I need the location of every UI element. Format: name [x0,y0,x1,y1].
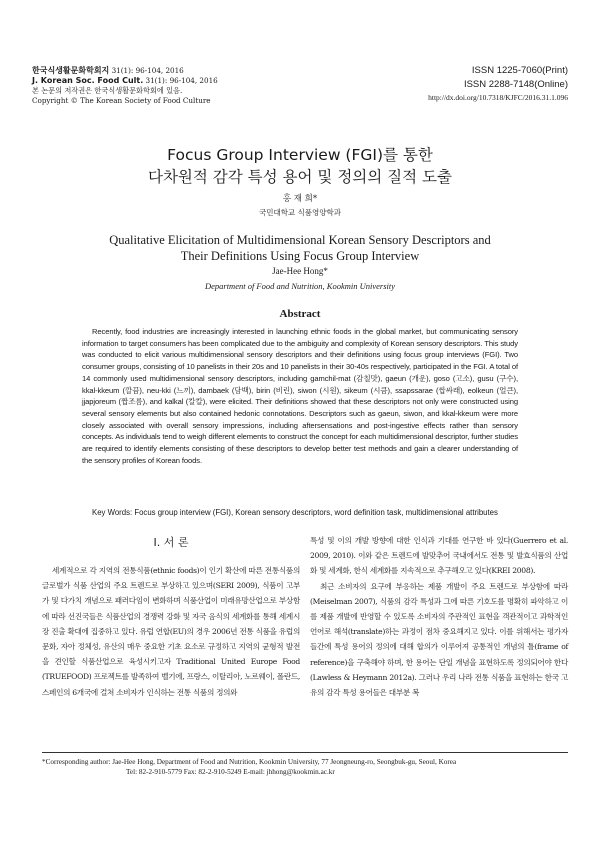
affiliation-english: Department of Food and Nutrition, Kookmin University [204,281,396,291]
author-korean: 홍 재 희* [282,194,318,204]
author-english: Jae-Hee Hong* [272,266,328,276]
footnote-line2: Tel: 82-2-910-5779 Fax: 82-2-910-5249 E-mail: jhhong@kookmin.ac.kr [126,768,335,776]
journal-cite-ko: 31(1): 96-104, 2016 [109,66,184,75]
title-ko-line1: Focus Group Interview (FGI)를 통한 [167,146,433,164]
footnote-divider [42,752,568,753]
corresponding-author-footnote [42,757,572,777]
copyright-ko: 본 논문의 저작권은 한국식생활문화학회에 있음. [32,86,183,95]
body-paragraph: 최근 소비자의 요구에 부응하는 제품 개발이 주요 트렌드로 부상함에 따라(Meiselman 2007), 식품의 감각 특성과 그에 따른 기호도를 명확히 파악하고 이를 제품 개발에 반영할 수 있도록 소비자의 주관적인 표현을 객관적이고 과학적인 언어로 해석(translate)하는 과정이 점차 중요해지고 있다. 이를 위해서는 평가자들간에 특성 용어의 정의에 대해 합의가 이루어져 공통적인 개념의 틀(frame of reference)을 구축해야 하며, 한 용어는 단일 개념을 표현하도록 정의되어야 한다(Lawless & Heymann 2012a). 그러나 우리 나라 전통 식품을 표현하는 한국 고유의 감각 특성 용어들은 대부분 복 [310,581,568,698]
footnote-line1: *Corresponding author: Jae-Hee Hong, Department of Food and Nutrition, Kookmin University, 77 Jeongneung-ro, Seongbuk-gu, Seoul, Korea [42,758,457,766]
title-en-line1: Qualitative Elicitation of Multidimensional Korean Sensory Descriptors and [109,233,491,247]
title-en-line2: Their Definitions Using Focus Group Interview [180,249,420,263]
issn-print: ISSN 1225-7060(Print) [471,65,568,76]
title-ko-line2: 다차원적 감각 특성 용어 및 정의의 질적 도출 [147,168,452,186]
copyright-en: Copyright © The Korean Society of Food Culture [32,96,211,105]
abstract-body: Recently, food industries are increasingly interested in launching ethnic foods in the global market, but communicating sensory information to target consumers has been complicated due to the ambiguity and complexity of Korean sensory descriptors. This study was conducted to elicit various multidimensional sensory descriptors and their definitions using focus group interviews (FGI). Two consumer groups, consisting of 10 panelists in their 20s and 10 panelists in their 30-40s respectively, participated in the FGI. A total of 14 commonly used multidimensional sensory descriptors, including gamchil-mat (감칠맛), gaeun (개운), goso (고소), gusu (구수), kkal-kkeum (깔끔), neu-kki (느끼), dambaek (담백), birin (비린), siwon (시원), sikeum (시큼), ssapssarae (쌉싸래), eolkeun (얼큰), jjapjoreum (짭조름), and kalkal (칼칼), were elicited. Their definitions showed that these descriptors not only were constructed using several sensory elements but also contained hedonic connotations. Descriptors such as gaeun, siwon, and kkal-kkeum were more closely associated with overall sensory impressions, including aftersensations and post-ingestive effects rather than sensory concepts. As individuals tend to weigh different elements to construct the concept for each multidimensional descriptor, further studies are required to identify elements consisting of these descriptors to develop better test methods and gain a clearer understanding of the sensory profiles of Korean foods. [82,327,518,465]
keywords [92,508,522,517]
body-paragraph: 특성 및 이의 개발 방향에 대한 인식과 기대를 연구한 바 있다(Guerrero et al. 2009, 2010). 이와 같은 트렌드에 발맞추어 국내에서도 전통 및 발효식품의 산업화 및 세계화, 한식 세계화를 지속적으로 추구해오고 있다(KREI 2008). [310,536,568,576]
journal-name-en: J. Korean Soc. Food Cult. [32,76,144,85]
issn-info [428,64,568,103]
abstract-heading: Abstract [279,308,321,320]
body-column-right [310,533,568,700]
journal-info [32,66,332,106]
doi-link[interactable]: http://dx.doi.org/10.7318/KJFC/2016.31.1.096 [428,93,568,102]
affiliation-korean: 국민대학교 식품영양학과 [258,208,342,217]
issn-online: ISSN 2288-7148(Online) [463,79,568,90]
body-paragraph: 세계적으로 각 지역의 전통식품(ethnic foods)이 인기 확산에 따른 전통식품의 글로벌가 식품 산업의 주요 트렌드로 부상하고 있으며(SERI 2009), 식품이 고부가 및 다가치 개념으로 패러다임이 변화하며 식품산업이 미래유망산업으로 부상함에 따라 선진국들은 식품산업의 경쟁력 강화 및 자국 음식의 세계화를 통해 세계시장 진출 확대에 집중하고 있다. 유럽 연합(EU)의 경우 2006년 전통 식품을 유럽의 문화, 자아 정체성, 유산의 매우 중요한 기초 요소로 규정하고 지역의 균형적 발전을 견인할 식품산업으로 육성시키고자 Traditional United Europe Food (TRUEFOOD) 프로젝트를 발족하여 벨기에, 프랑스, 이탈리아, 노르웨이, 폴란드, 스페인의 6개국에 걸쳐 소비자가 인식하는 전통 식품의 정의와 [42,566,300,697]
journal-cite-en: 31(1): 96-104, 2016 [143,76,218,85]
journal-name-ko: 한국식생활문화학회지 [32,66,110,75]
body-column-left [42,533,300,700]
section-heading-intro: Ⅰ. 서 론 [153,536,189,549]
keywords-text: Focus group interview (FGI), Korean sensory descriptors, word definition task, multidimensional attributes [132,508,498,517]
title-english [0,232,600,264]
title-korean [0,144,600,188]
keywords-label: Key Words: [92,508,133,517]
